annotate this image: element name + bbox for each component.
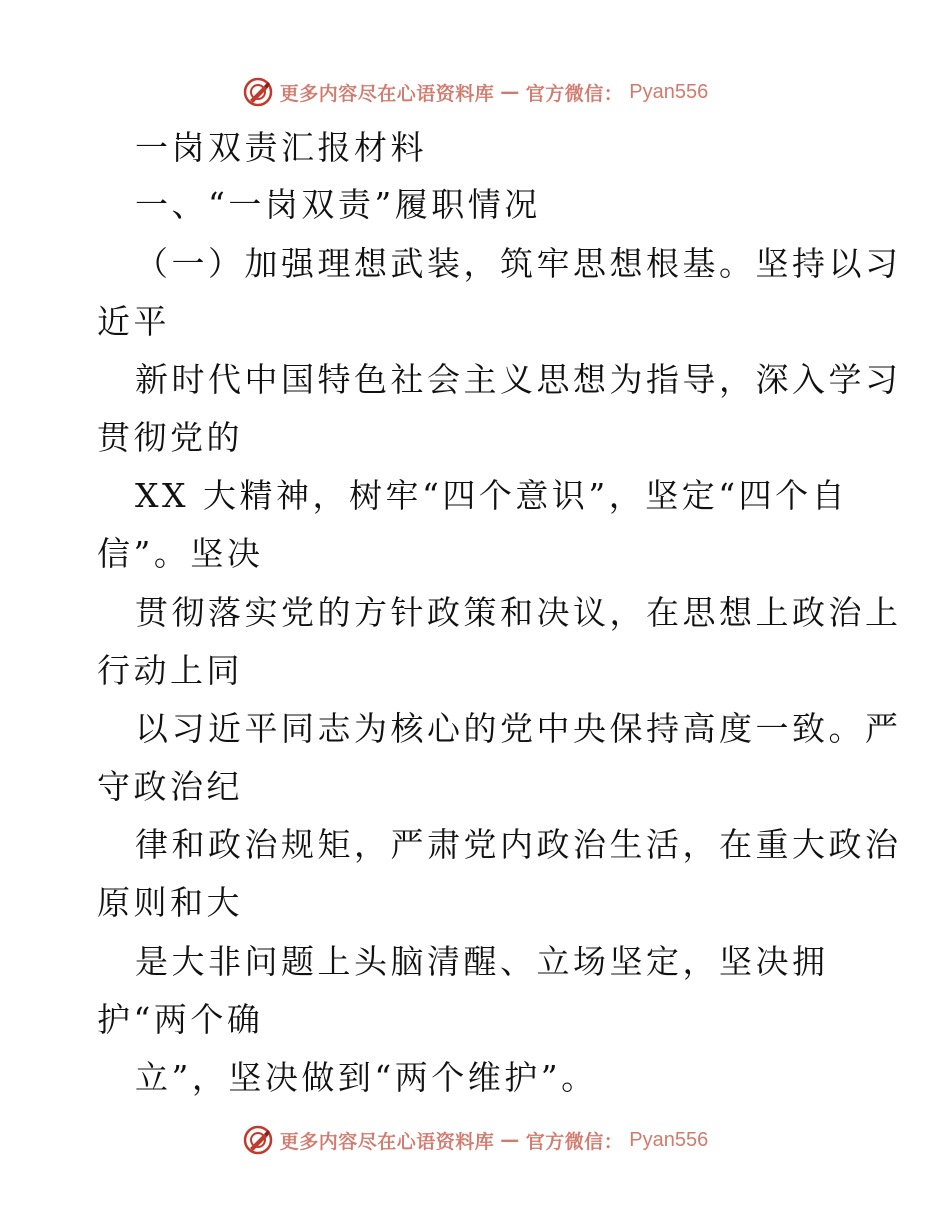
paragraph-line: 贯彻落实党的方针政策和决议，在思想上政治上	[135, 593, 902, 632]
pen-logo-icon	[242, 76, 274, 108]
section-heading: 一、“一岗双责”履职情况	[135, 185, 541, 224]
watermark-text: 更多内容尽在心语资料库	[279, 1130, 495, 1153]
watermark-text: 更多内容尽在心语资料库	[279, 82, 495, 105]
watermark-contact-label: 官方微信：	[525, 1130, 624, 1153]
header-watermark	[0, 72, 950, 112]
document-title: 一岗双责汇报材料	[135, 128, 427, 167]
paragraph-line: 是大非问题上头脑清醒、立场坚定，坚决拥	[135, 942, 829, 981]
paragraph-line: 贯彻党的	[97, 418, 243, 457]
footer-watermark	[0, 1120, 950, 1160]
paragraph-line: （一）加强理想武装，筑牢思想根基。坚持以习	[135, 244, 902, 283]
watermark-separator: —	[500, 81, 520, 103]
paragraph-line: 立”，坚决做到“两个维护”。	[135, 1058, 598, 1097]
paragraph-line: 守政治纪	[97, 767, 243, 806]
watermark-contact-id: Pyan556	[629, 1128, 709, 1151]
paragraph-line: 信”。坚决	[97, 534, 264, 573]
paragraph-line: XX 大精神，树牢“四个意识”，坚定“四个自	[135, 476, 849, 515]
paragraph-line: 行动上同	[97, 651, 243, 690]
watermark-contact-id: Pyan556	[629, 80, 709, 103]
paragraph-line: 原则和大	[97, 883, 243, 922]
pen-logo-icon	[242, 1124, 274, 1156]
paragraph-line: 护“两个确	[97, 1000, 264, 1039]
paragraph-line: 近平	[97, 302, 170, 341]
paragraph-line: 以习近平同志为核心的党中央保持高度一致。严	[135, 709, 902, 748]
watermark-contact-label: 官方微信：	[525, 82, 624, 105]
paragraph-line: 律和政治规矩，严肃党内政治生活，在重大政治	[135, 825, 902, 864]
paragraph-line: 新时代中国特色社会主义思想为指导，深入学习	[135, 360, 902, 399]
watermark-separator: —	[500, 1129, 520, 1151]
